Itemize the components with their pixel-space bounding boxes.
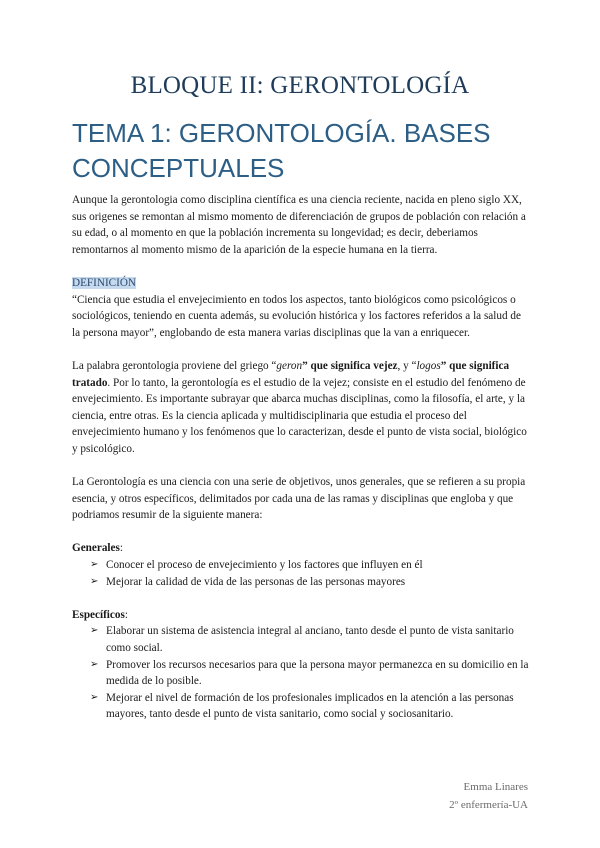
generales-list — [72, 557, 530, 590]
list-item: ➢ Promover los recursos necesarios para que la persona mayor permanezca en su domicilio en la medida de lo posible. — [90, 658, 529, 688]
objectives-intro: La Gerontología es una ciencia con una serie de objetivos, unos generales, que se refieren a su propia esencia, y otros específicos, delimitados por cada una de las ramas y disciplinas que engloba y que podriamos resumir de la siguiente manera: — [72, 476, 526, 522]
vejez-term: vejez — [373, 359, 398, 372]
definition-label: DEFINICIÓN — [72, 276, 137, 289]
list-item: ➢ Mejorar la calidad de vida de las personas de las personas mayores — [90, 574, 530, 591]
topic-title: TEMA 1: GERONTOLOGÍA. BASES CONCEPTUALES — [72, 118, 491, 183]
definition-heading — [72, 275, 530, 292]
list-item: ➢ Mejorar el nivel de formación de los profesionales implicados en la atención a las personas mayores, tanto desde el punto de vista sanitario, como social y sociosanitario. — [90, 691, 514, 721]
intro-paragraph: Aunque la gerontologia como disciplina científica es una ciencia reciente, nacida en pleno siglo XX, sus origenes se remontan al mismo momento de diferenciación de grupos de población con relación a su edad, o al momento en que la población incrementa su longevidad; es decir, deberiamos remontarnos al momento mismo de la aparición de la especie humana en la tierra. — [72, 194, 526, 256]
logos-term: logos — [416, 359, 441, 372]
course-label: 2º enfermería-UA — [449, 799, 528, 811]
arrow-bullet-icon: ➢ — [90, 559, 99, 571]
generales-heading: Generales: — [72, 542, 123, 555]
etymology-paragraph: La palabra gerontologia proviene del griego “geron” que significa vejez, y “logos” que significa tratado. Por lo tanto, la gerontología es el estudio de la vejez; consiste en el estudio del fenómeno de envejecimiento. Es importante subrayar que abarca muchas disciplinas, como la filosofía, el arte, y la ciencia, entre otras. Es la ciencia aplicada y multidisciplinaria que estudia el proceso del envejecimiento humano y los fenómenos que lo caracterizan, desde el punto de vista social, biológico y psicológico. — [72, 359, 527, 455]
especificos-heading: Específicos: — [72, 608, 128, 621]
arrow-bullet-icon: ➢ — [90, 575, 99, 587]
arrow-bullet-icon: ➢ — [90, 625, 99, 637]
list-item: ➢ Elaborar un sistema de asistencia integral al anciano, tanto desde el punto de vista sanitario como social. — [90, 625, 514, 655]
definition-paragraph: “Ciencia que estudia el envejecimiento en todos los aspectos, tanto biológicos como psicológicos o sociológicos, teniendo en cuenta además, su evolución histórica y los factores referidos a la salud de la persona mayor”, englobando de esta manera varias disciplinas que la van a enriquecer. — [72, 293, 521, 339]
page-footer — [449, 778, 528, 814]
arrow-bullet-icon: ➢ — [90, 691, 99, 703]
especificos-list — [72, 623, 530, 723]
author-name: Emma Linares — [463, 781, 528, 793]
list-item: ➢ Conocer el proceso de envejecimiento y los factores que influyen en él — [90, 557, 530, 574]
block-title: BLOQUE II: GERONTOLOGÍA — [130, 72, 470, 99]
geron-term: geron — [276, 359, 303, 372]
document-body — [72, 192, 530, 723]
tratado-term: tratado — [72, 376, 108, 389]
arrow-bullet-icon: ➢ — [90, 658, 99, 670]
